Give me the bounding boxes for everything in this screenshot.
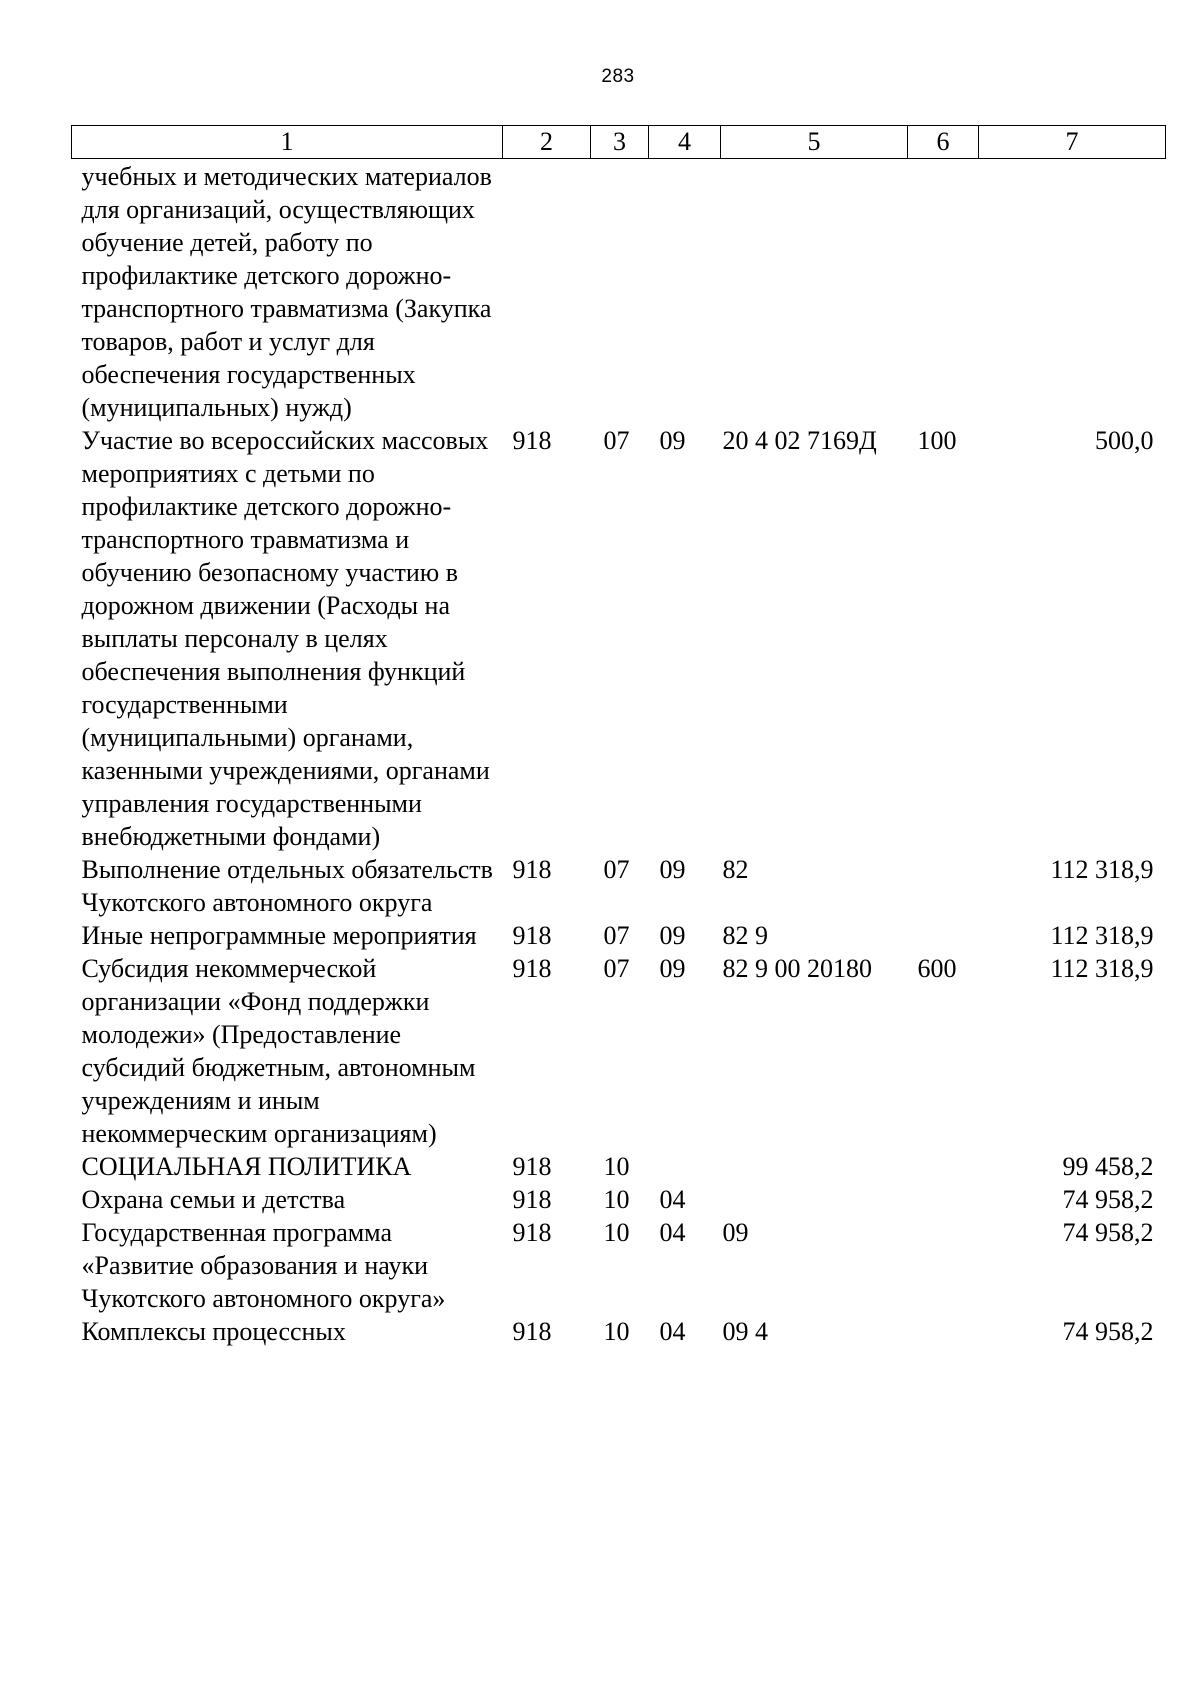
- row-name: Участие во всероссийских массовых мероприятиях с детьми по профилактике детского дорожно-транспортного травматизма и обучению безопасному участию в дорожном движении (Расходы на выплаты персоналу в целях обеспечения выполнения функций государственными (муниципальными) органами, казенными учреждениями, органами управления государственными внебюджетными фондами): [81, 426, 490, 851]
- row-target-code: [721, 1150, 908, 1183]
- row-target-code: 82 9: [722, 921, 768, 950]
- table-row: [72, 1315, 1166, 1348]
- row-name: Государственная программа «Развитие образования и науки Чукотского автономного округа»: [81, 1218, 446, 1313]
- row-target-code: [721, 1183, 908, 1216]
- row-amount: 500,0: [1095, 426, 1154, 455]
- header-col-7: 7: [979, 126, 1166, 159]
- budget-table: [71, 125, 1166, 1348]
- row-ministry-code: 918: [512, 954, 552, 983]
- row-amount: 112 318,9: [1050, 855, 1154, 884]
- row-ministry-code: 918: [512, 1317, 552, 1346]
- row-subsection-code: [649, 1150, 721, 1183]
- header-col-2: 2: [503, 126, 591, 159]
- row-section-code: 07: [603, 426, 630, 455]
- table-row: [72, 919, 1166, 952]
- row-expense-type: 600: [917, 954, 957, 983]
- row-expense-type: 100: [917, 426, 957, 455]
- row-target-code: 82 9 00 20180: [722, 954, 872, 983]
- row-expense-type: [908, 1216, 979, 1315]
- table-row: [72, 1183, 1166, 1216]
- row-target-code: [721, 159, 908, 425]
- row-expense-type: [908, 1315, 979, 1348]
- row-expense-type: [908, 853, 979, 919]
- row-section-code: 10: [603, 1152, 630, 1181]
- row-name: Охрана семьи и детства: [81, 1185, 346, 1214]
- row-amount: 74 958,2: [1062, 1185, 1154, 1214]
- row-section-code: 10: [603, 1185, 630, 1214]
- table-row: [72, 853, 1166, 919]
- row-section-code: [591, 159, 649, 425]
- row-target-code: 09: [722, 1218, 749, 1247]
- row-amount: 74 958,2: [1062, 1317, 1154, 1346]
- table-row: [72, 1216, 1166, 1315]
- row-subsection-code: 04: [659, 1218, 686, 1247]
- row-name: СОЦИАЛЬНАЯ ПОЛИТИКА: [81, 1152, 412, 1181]
- row-name: Субсидия некоммерческой организации «Фонд поддержки молодежи» (Предоставление субсидий бюджетным, автономным учреждениям и иным некоммерческим организациям): [81, 954, 476, 1148]
- row-section-code: 10: [603, 1317, 630, 1346]
- row-expense-type: [908, 919, 979, 952]
- row-section-code: 10: [603, 1218, 630, 1247]
- row-ministry-code: [503, 159, 591, 425]
- row-name: Выполнение отдельных обязательств Чукотского автономного округа: [81, 855, 493, 917]
- row-amount: 74 958,2: [1062, 1218, 1154, 1247]
- row-subsection-code: 09: [659, 426, 686, 455]
- header-col-1: 1: [72, 126, 503, 159]
- row-section-code: 07: [603, 855, 630, 884]
- row-name: учебных и методических материалов для организаций, осуществляющих обучение детей, работу по профилактике детского дорожно-транспортного травматизма (Закупка товаров, работ и услуг для обеспечения государственных (муниципальных) нужд): [81, 162, 492, 422]
- table-row: [72, 952, 1166, 1150]
- row-expense-type: [908, 159, 979, 425]
- row-name: Комплексы процессных: [81, 1317, 346, 1346]
- row-ministry-code: 918: [512, 921, 552, 950]
- row-amount: 99 458,2: [1062, 1152, 1154, 1181]
- row-expense-type: [908, 1150, 979, 1183]
- table-row: [72, 159, 1166, 425]
- row-ministry-code: 918: [512, 1152, 552, 1181]
- row-ministry-code: 918: [512, 426, 552, 455]
- row-amount: [979, 159, 1166, 425]
- row-subsection-code: 09: [659, 921, 686, 950]
- row-target-code: 82: [722, 855, 749, 884]
- table-row: [72, 1150, 1166, 1183]
- row-section-code: 07: [603, 954, 630, 983]
- table-header-row: [72, 126, 1166, 159]
- row-target-code: 20 4 02 7169Д: [722, 426, 877, 455]
- row-amount: 112 318,9: [1050, 921, 1154, 950]
- row-target-code: 09 4: [722, 1317, 768, 1346]
- header-col-3: 3: [591, 126, 649, 159]
- row-amount: 112 318,9: [1050, 954, 1154, 983]
- row-name: Иные непрограммные мероприятия: [81, 921, 477, 950]
- row-ministry-code: 918: [512, 855, 552, 884]
- row-expense-type: [908, 1183, 979, 1216]
- row-section-code: 07: [603, 921, 630, 950]
- row-ministry-code: 918: [512, 1218, 552, 1247]
- header-col-4: 4: [649, 126, 721, 159]
- row-subsection-code: 04: [659, 1185, 686, 1214]
- row-subsection-code: 04: [659, 1317, 686, 1346]
- header-col-5: 5: [721, 126, 908, 159]
- table-row: [72, 424, 1166, 853]
- row-subsection-code: 09: [659, 855, 686, 884]
- row-ministry-code: 918: [512, 1185, 552, 1214]
- header-col-6: 6: [908, 126, 979, 159]
- row-subsection-code: [649, 159, 721, 425]
- page-number: 283: [601, 66, 635, 87]
- row-subsection-code: 09: [659, 954, 686, 983]
